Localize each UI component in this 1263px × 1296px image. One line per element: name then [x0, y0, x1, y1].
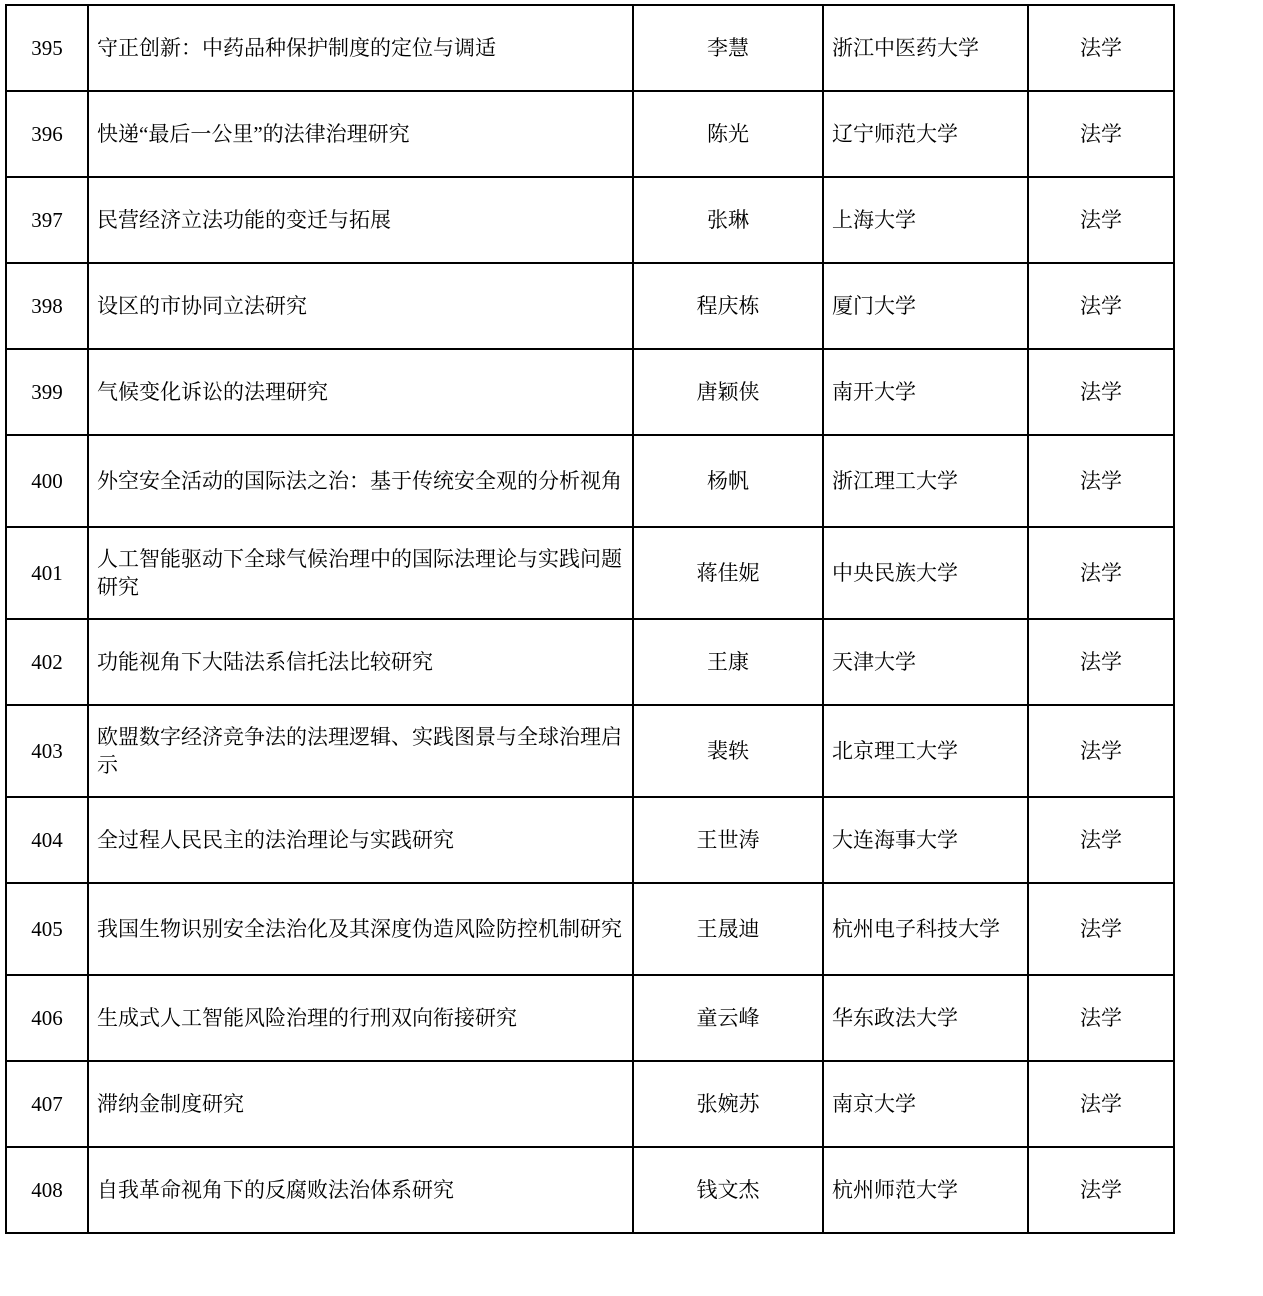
- row-index: 406: [6, 975, 88, 1061]
- row-index: 408: [6, 1147, 88, 1233]
- row-title: 我国生物识别安全法治化及其深度伪造风险防控机制研究: [88, 883, 633, 975]
- row-title: 守正创新：中药品种保护制度的定位与调适: [88, 5, 633, 91]
- row-title: 外空安全活动的国际法之治：基于传统安全观的分析视角: [88, 435, 633, 527]
- row-person: 童云峰: [633, 975, 823, 1061]
- row-org: 厦门大学: [823, 263, 1028, 349]
- row-org: 中央民族大学: [823, 527, 1028, 619]
- table-row: [6, 975, 1174, 1061]
- row-org: 北京理工大学: [823, 705, 1028, 797]
- row-field: 法学: [1028, 177, 1174, 263]
- row-org: 辽宁师范大学: [823, 91, 1028, 177]
- table-row: [6, 5, 1174, 91]
- row-index: 396: [6, 91, 88, 177]
- table-row: [6, 263, 1174, 349]
- row-person: 杨帆: [633, 435, 823, 527]
- row-org: 上海大学: [823, 177, 1028, 263]
- row-title: 生成式人工智能风险治理的行刑双向衔接研究: [88, 975, 633, 1061]
- document-page: [0, 4, 1263, 1296]
- row-index: 401: [6, 527, 88, 619]
- row-index: 400: [6, 435, 88, 527]
- row-field: 法学: [1028, 263, 1174, 349]
- row-person: 王晟迪: [633, 883, 823, 975]
- row-person: 裴轶: [633, 705, 823, 797]
- row-title: 全过程人民民主的法治理论与实践研究: [88, 797, 633, 883]
- table-row: [6, 619, 1174, 705]
- row-person: 李慧: [633, 5, 823, 91]
- row-field: 法学: [1028, 349, 1174, 435]
- table-row: [6, 883, 1174, 975]
- row-title: 人工智能驱动下全球气候治理中的国际法理论与实践问题研究: [88, 527, 633, 619]
- row-title: 自我革命视角下的反腐败法治体系研究: [88, 1147, 633, 1233]
- row-person: 蒋佳妮: [633, 527, 823, 619]
- row-title: 气候变化诉讼的法理研究: [88, 349, 633, 435]
- row-org: 大连海事大学: [823, 797, 1028, 883]
- table-row: [6, 435, 1174, 527]
- row-index: 402: [6, 619, 88, 705]
- table-row: [6, 1147, 1174, 1233]
- row-person: 钱文杰: [633, 1147, 823, 1233]
- row-index: 395: [6, 5, 88, 91]
- row-person: 唐颖侠: [633, 349, 823, 435]
- row-title: 滞纳金制度研究: [88, 1061, 633, 1147]
- row-person: 王世涛: [633, 797, 823, 883]
- row-title: 设区的市协同立法研究: [88, 263, 633, 349]
- row-field: 法学: [1028, 91, 1174, 177]
- row-field: 法学: [1028, 975, 1174, 1061]
- project-list-table: [5, 4, 1175, 1234]
- row-field: 法学: [1028, 1061, 1174, 1147]
- row-index: 403: [6, 705, 88, 797]
- row-org: 浙江理工大学: [823, 435, 1028, 527]
- row-title: 快递“最后一公里”的法律治理研究: [88, 91, 633, 177]
- table-row: [6, 1061, 1174, 1147]
- row-field: 法学: [1028, 527, 1174, 619]
- table-row: [6, 177, 1174, 263]
- row-field: 法学: [1028, 1147, 1174, 1233]
- row-title: 功能视角下大陆法系信托法比较研究: [88, 619, 633, 705]
- table-row: [6, 91, 1174, 177]
- table-row: [6, 705, 1174, 797]
- row-org: 杭州电子科技大学: [823, 883, 1028, 975]
- row-org: 杭州师范大学: [823, 1147, 1028, 1233]
- table-row: [6, 349, 1174, 435]
- row-field: 法学: [1028, 797, 1174, 883]
- row-field: 法学: [1028, 705, 1174, 797]
- row-title: 欧盟数字经济竞争法的法理逻辑、实践图景与全球治理启示: [88, 705, 633, 797]
- row-index: 405: [6, 883, 88, 975]
- row-person: 程庆栋: [633, 263, 823, 349]
- row-index: 398: [6, 263, 88, 349]
- row-index: 407: [6, 1061, 88, 1147]
- row-index: 397: [6, 177, 88, 263]
- row-field: 法学: [1028, 883, 1174, 975]
- row-index: 399: [6, 349, 88, 435]
- row-person: 张婉苏: [633, 1061, 823, 1147]
- table-row: [6, 527, 1174, 619]
- row-field: 法学: [1028, 435, 1174, 527]
- row-org: 天津大学: [823, 619, 1028, 705]
- row-org: 华东政法大学: [823, 975, 1028, 1061]
- row-org: 浙江中医药大学: [823, 5, 1028, 91]
- table-row: [6, 797, 1174, 883]
- row-field: 法学: [1028, 619, 1174, 705]
- row-index: 404: [6, 797, 88, 883]
- row-person: 张琳: [633, 177, 823, 263]
- row-org: 南开大学: [823, 349, 1028, 435]
- row-field: 法学: [1028, 5, 1174, 91]
- row-org: 南京大学: [823, 1061, 1028, 1147]
- row-person: 王康: [633, 619, 823, 705]
- table-body: [6, 5, 1174, 1233]
- row-person: 陈光: [633, 91, 823, 177]
- row-title: 民营经济立法功能的变迁与拓展: [88, 177, 633, 263]
